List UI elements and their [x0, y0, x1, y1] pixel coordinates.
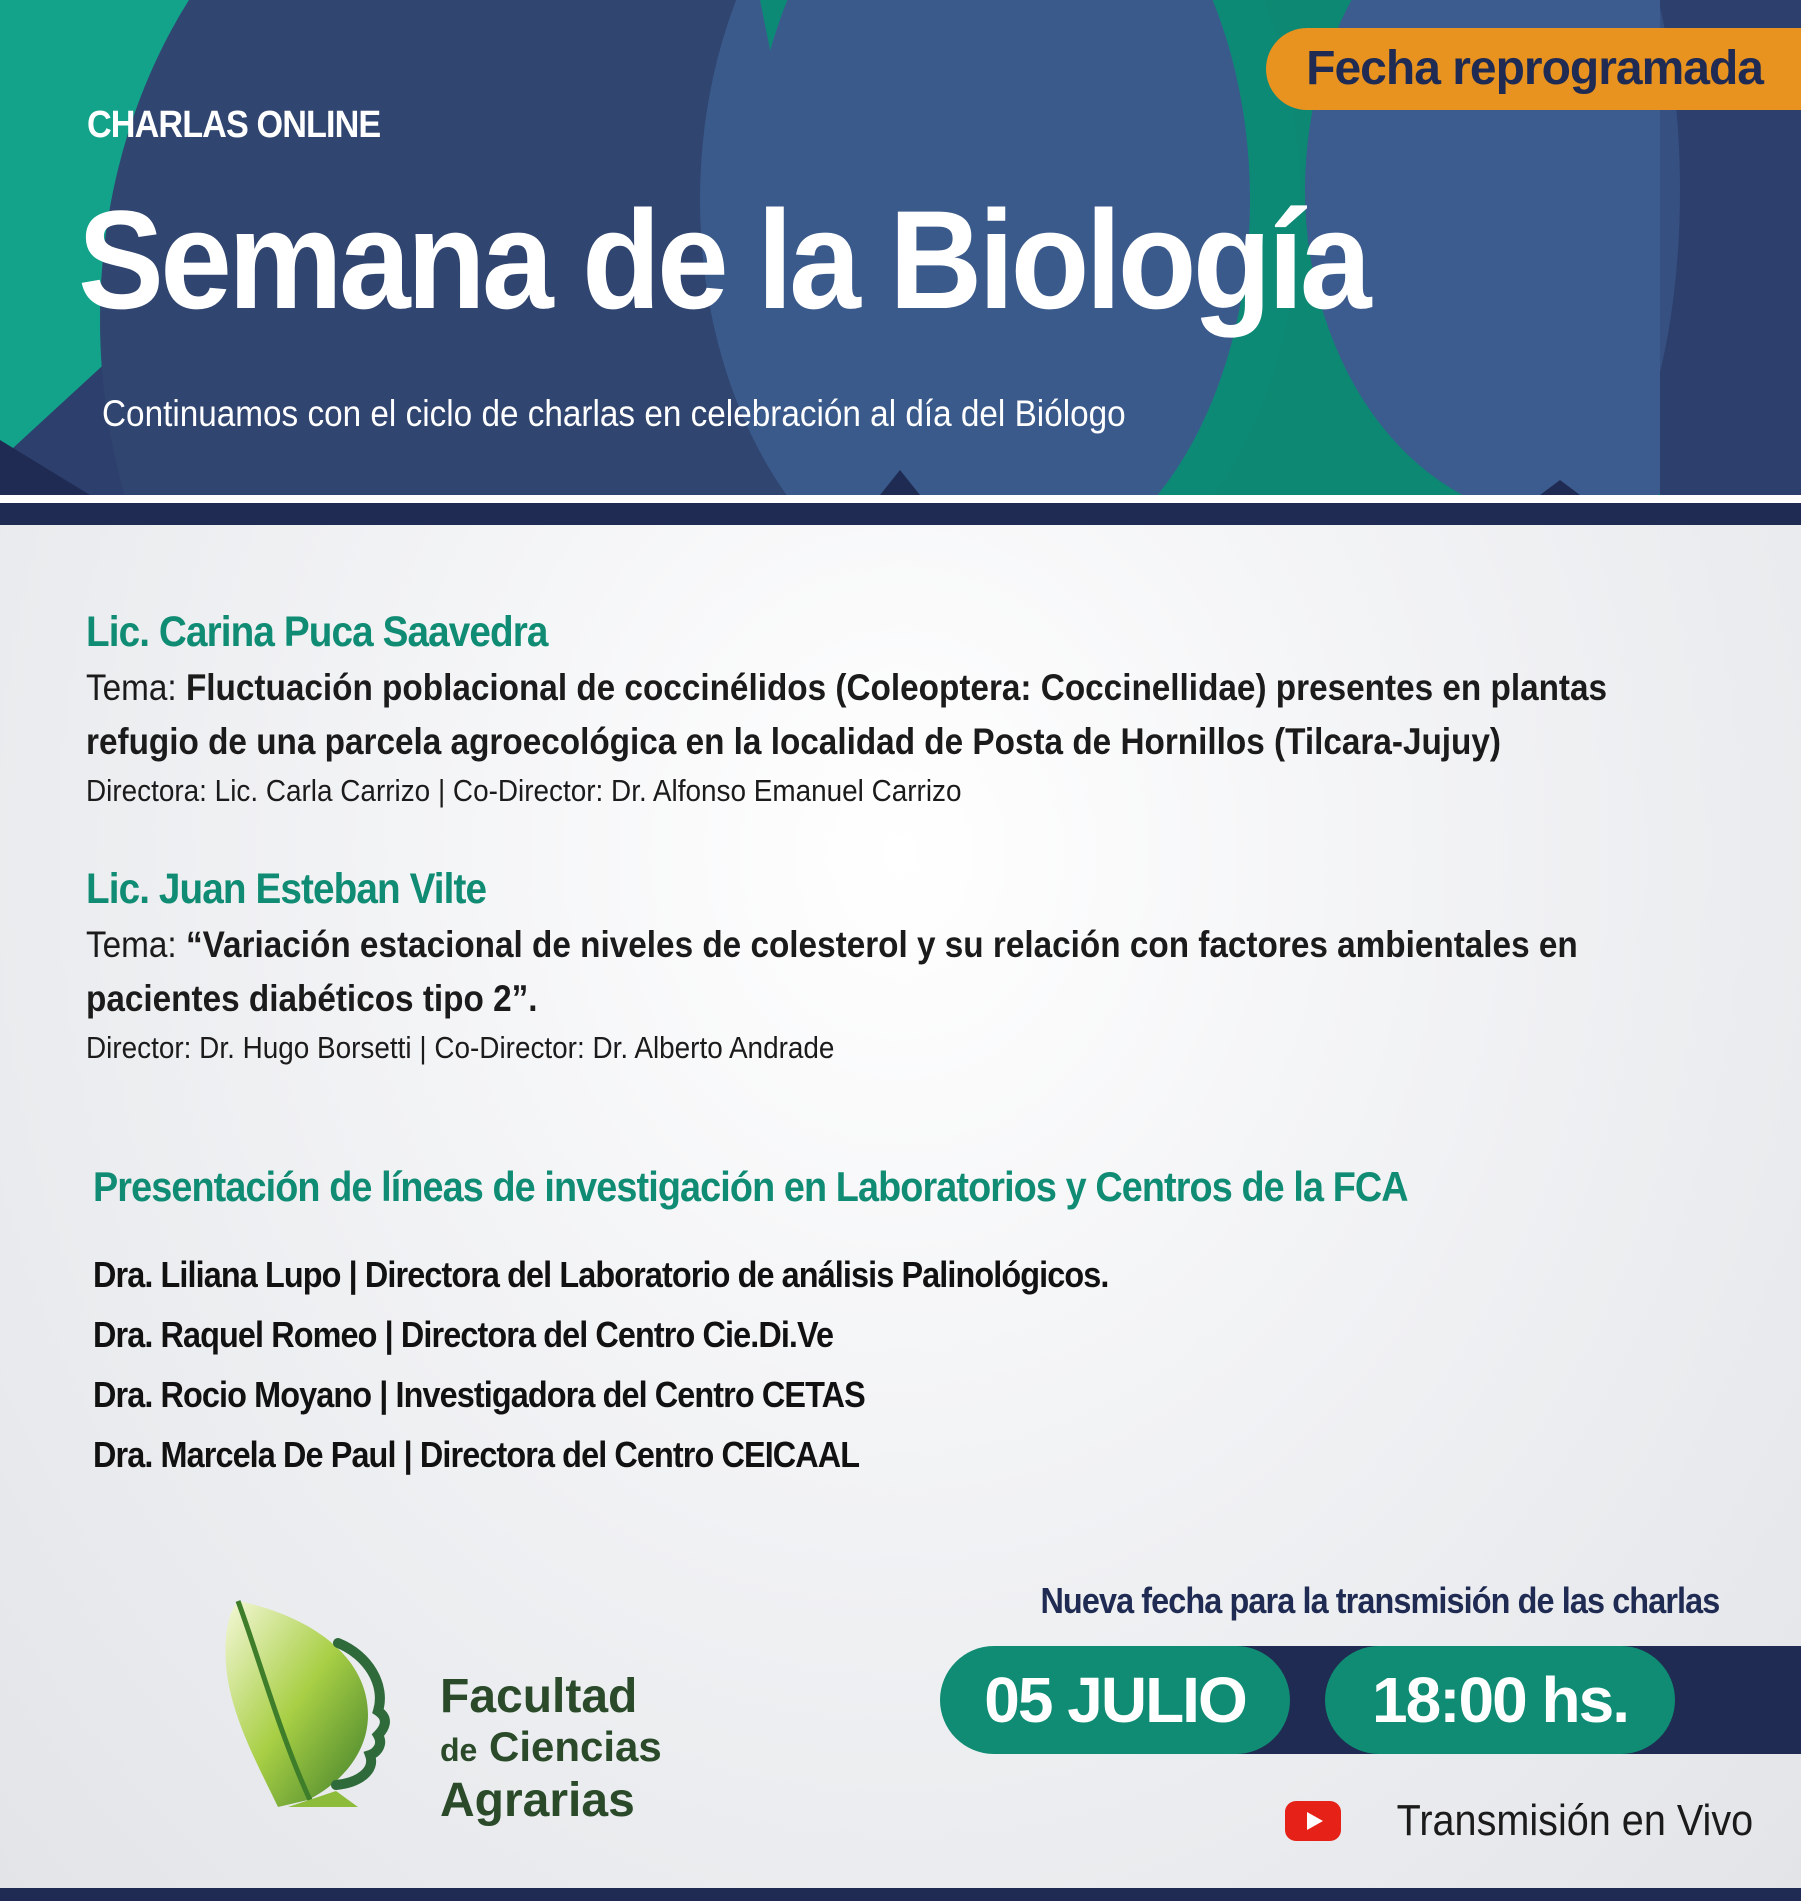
list-item: Dra. Rocio Moyano | Investigadora del Centro CETAS: [93, 1374, 865, 1415]
page-title: Semana de la Biología: [78, 181, 1368, 338]
live-stream-indicator: [1285, 1791, 1753, 1851]
topic-label: Tema:: [86, 667, 186, 708]
list-item: Dra. Liliana Lupo | Directora del Laboratorio de análisis Palinológicos.: [93, 1254, 1109, 1295]
list-item: Dra. Marcela De Paul | Directora del Centro CEICAAL: [93, 1434, 860, 1475]
list-item: Dra. Raquel Romeo | Directora del Centro Cie.Di.Ve: [93, 1314, 834, 1355]
logo-text-ciencias: Ciencias: [477, 1723, 662, 1770]
rescheduled-badge: Fecha reprogramada: [1266, 28, 1801, 110]
speaker-block: [86, 862, 1736, 1070]
faculty-logo: [218, 1595, 718, 1827]
speaker-block: [86, 605, 1736, 813]
divider-white: [0, 495, 1801, 503]
eyebrow-label: CHARLAS ONLINE: [87, 104, 381, 146]
new-date-label: Nueva fecha para la transmisión de las charlas: [1040, 1580, 1719, 1621]
header-banner: [0, 0, 1801, 495]
research-section-title: Presentación de líneas de investigación en Laboratorios y Centros de la FCA: [93, 1163, 1408, 1210]
live-stream-label: Transmisión en Vivo: [1396, 1796, 1753, 1845]
speaker-directors: Directora: Lic. Carla Carrizo | Co-Director: Dr. Alfonso Emanuel Carrizo: [86, 773, 962, 808]
logo-text-line3: Agrarias: [440, 1774, 635, 1827]
time-pill: 18:00 hs.: [1325, 1646, 1675, 1754]
speaker-directors: Director: Dr. Hugo Borsetti | Co-Director: Dr. Alberto Andrade: [86, 1030, 835, 1065]
speaker-topic: [86, 918, 1706, 1026]
logo-text-de: de: [440, 1732, 478, 1768]
speaker-name: Lic. Juan Esteban Vilte: [86, 865, 487, 913]
divider-navy: [0, 503, 1801, 525]
speaker-topic: [86, 661, 1706, 769]
date-pill: 05 JULIO: [940, 1646, 1290, 1754]
logo-text-line2: [440, 1723, 662, 1771]
speaker-name: Lic. Carina Puca Saavedra: [86, 608, 548, 656]
youtube-play-icon: [1285, 1801, 1341, 1841]
leaf-profile-icon: [218, 1595, 428, 1815]
topic-label: Tema:: [86, 924, 186, 965]
topic-text: “Variación estacional de niveles de colesterol y su relación con factores ambientales en pacientes diabéticos tipo 2”.: [86, 924, 1578, 1019]
research-list: [93, 1245, 1221, 1485]
page-subtitle: Continuamos con el ciclo de charlas en celebración al día del Biólogo: [102, 393, 1126, 434]
bottom-bar: [0, 1888, 1801, 1901]
logo-text-line1: Facultad: [440, 1670, 638, 1723]
topic-text: Fluctuación poblacional de coccinélidos (Coleoptera: Coccinellidae) presentes en plantas refugio de una parcela agroecológica en la localidad de Posta de Hornillos (Tilcara-Jujuy): [86, 667, 1608, 762]
